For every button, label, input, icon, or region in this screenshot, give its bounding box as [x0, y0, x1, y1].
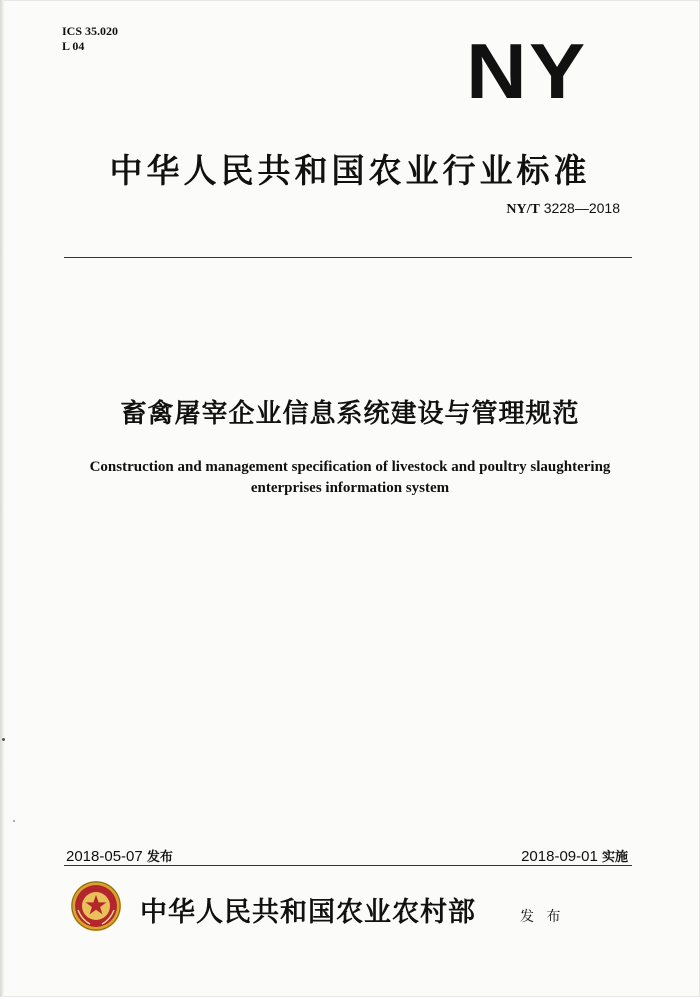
footer-divider: [64, 865, 632, 866]
english-title-line-1: Construction and management specification of livestock and poultry slaughtering: [89, 459, 611, 475]
ministry-emblem-icon: [70, 880, 122, 932]
ny-logo: NY: [466, 27, 588, 115]
implementation-label: 实施: [601, 850, 628, 865]
standard-category-title: 中华人民共和国农业行业标准: [109, 151, 591, 190]
english-title-line-2: enterprises information system: [250, 480, 450, 496]
classification-codes: [62, 24, 118, 54]
standard-number-value: 3228—2018: [543, 200, 620, 216]
scan-speck: [2, 738, 5, 741]
document-title-english: [40, 457, 660, 499]
implementation-date-value: 2018-09-01: [521, 848, 598, 865]
standard-number-prefix: NY/T: [506, 202, 540, 217]
issue-date: [66, 846, 173, 865]
header-divider: [64, 257, 632, 258]
scan-speck: [13, 820, 15, 822]
issue-label: 发布: [146, 850, 173, 865]
ics-code: ICS 35.020: [62, 24, 119, 38]
ccs-code: L 04: [62, 39, 85, 53]
implementation-date: [521, 846, 628, 865]
document-title-chinese: 畜禽屠宰企业信息系统建设与管理规范: [120, 399, 580, 429]
issue-date-value: 2018-05-07: [66, 848, 143, 865]
standard-number: [506, 200, 620, 218]
publisher-name: 中华人民共和国农业农村部: [140, 897, 476, 928]
publish-label: 发 布: [520, 909, 565, 925]
